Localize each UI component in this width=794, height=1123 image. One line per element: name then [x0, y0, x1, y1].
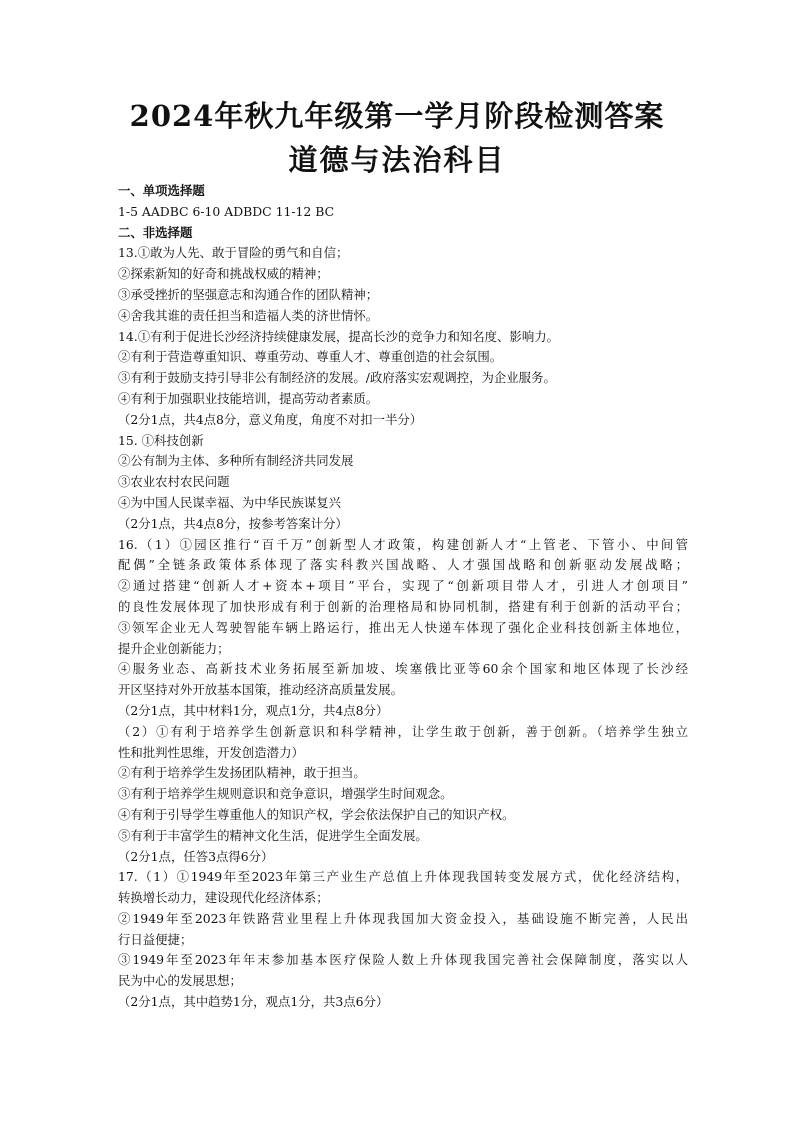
answer-line: 开区坚持对外开放基本国策，推动经济高质量发展。 [118, 682, 403, 698]
answer-line: 配偶”全链条政策体系体现了落实科教兴国战略、人才强国战略和创新驱动发展战略； [118, 557, 688, 573]
answer-line: ③领军企业无人驾驶智能车辆上路运行，推出无人快递车体现了强化企业科技创新主体地位， [118, 619, 688, 635]
answer-line: （2分1点，共4点8分，意义角度，角度不对扣一半分） [118, 411, 423, 427]
answer-line: 性和批判性思维，开发创造潜力） [118, 744, 304, 760]
answer-line: ③有利于鼓励支持引导非公有制经济的发展。/政府落实宏观调控，为企业服务。 [118, 370, 556, 386]
answer-line: 13.①敢为人先、敢于冒险的勇气和自信； [118, 245, 349, 261]
answer-line: 16.（1）①园区推行“百千万”创新型人才政策，构建创新人才“上管老、下管小、中间管 [118, 536, 688, 552]
answer-line: 提升企业创新能力； [118, 640, 230, 656]
answer-line: ④服务业态、高新技术业务拓展至新加坡、埃塞俄比亚等60余个国家和地区体现了长沙经 [118, 661, 688, 677]
answer-line: 民为中心的发展思想； [118, 973, 242, 989]
answer-line: ④有利于加强职业技能培训，提高劳动者素质。 [118, 390, 379, 406]
answer-line: ②探索新知的好奇和挑战权威的精神； [118, 266, 329, 282]
answer-line: ②1949年至2023年铁路营业里程上升体现我国加大资金投入，基础设施不断完善，人民出 [118, 910, 688, 926]
answer-line: （2分1点，其中趋势1分，观点1分，共3点6分） [118, 994, 389, 1010]
document-title: 2024年秋九年级第一学月阶段检测答案 [129, 99, 665, 133]
answer-line: ②通过搭建“创新人才+资本+项目”平台，实现了“创新项目带人才，引进人才创项目” [118, 578, 688, 594]
answer-line: ③农业农村农民问题 [118, 474, 230, 490]
answer-line: 行日益便捷； [118, 931, 193, 947]
answer-line: 17.（1）①1949年至2023年第三产业生产总值上升体现我国转变发展方式，优化经济结构， [118, 869, 688, 885]
answer-line: ③承受挫折的坚强意志和沟通合作的团队精神； [118, 286, 379, 302]
answer-line: ②有利于营造尊重知识、尊重劳动、尊重人才、尊重创造的社会氛围。 [118, 349, 503, 365]
answer-line: ②有利于培养学生发扬团队精神，敢于担当。 [118, 765, 366, 781]
answer-line: 15. ①科技创新 [118, 432, 204, 448]
section-heading: 一、单项选择题 [118, 183, 205, 198]
answer-line: ④为中国人民谋幸福、为中华民族谋复兴 [118, 494, 342, 510]
answer-body [118, 181, 688, 1013]
answer-line: 的良性发展体现了加快形成有利于创新的治理格局和协同机制，搭建有利于创新的活动平台； [118, 598, 688, 614]
answer-line: （2）①有利于培养学生创新意识和科学精神，让学生敢于创新，善于创新。（培养学生独立 [118, 723, 688, 739]
answer-line: ③有利于培养学生规则意识和竞争意识，增强学生时间观念。 [118, 786, 453, 802]
answer-line: 1-5 AADBC 6-10 ADBDC 11-12 BC [118, 203, 335, 219]
answer-line: ③1949年至2023年年末参加基本医疗保险人数上升体现我国完善社会保障制度，落实以人 [118, 952, 688, 968]
answer-line: 转换增长动力，建设现代化经济体系； [118, 890, 329, 906]
answer-line: （2分1点，共4点8分，按参考答案计分） [118, 515, 348, 531]
answer-line: ④有利于引导学生尊重他人的知识产权，学会依法保护自己的知识产权。 [118, 806, 515, 822]
answer-line: （2分1点，其中材料1分，观点1分，共4点8分） [118, 702, 389, 718]
section-heading: 二、非选择题 [118, 224, 193, 240]
answer-line: 14.①有利于促进长沙经济持续健康发展，提高长沙的竞争力和知名度、影响力。 [118, 328, 559, 344]
answer-line: ⑤有利于丰富学生的精神文化生活，促进学生全面发展。 [118, 827, 428, 843]
document-subtitle: 道德与法治科目 [288, 143, 506, 177]
answer-line: ④舍我其谁的责任担当和造福人类的济世情怀。 [118, 307, 379, 323]
answer-line: （2分1点，任答3点得6分） [118, 848, 274, 864]
answer-line: ②公有制为主体、多种所有制经济共同发展 [118, 453, 354, 469]
